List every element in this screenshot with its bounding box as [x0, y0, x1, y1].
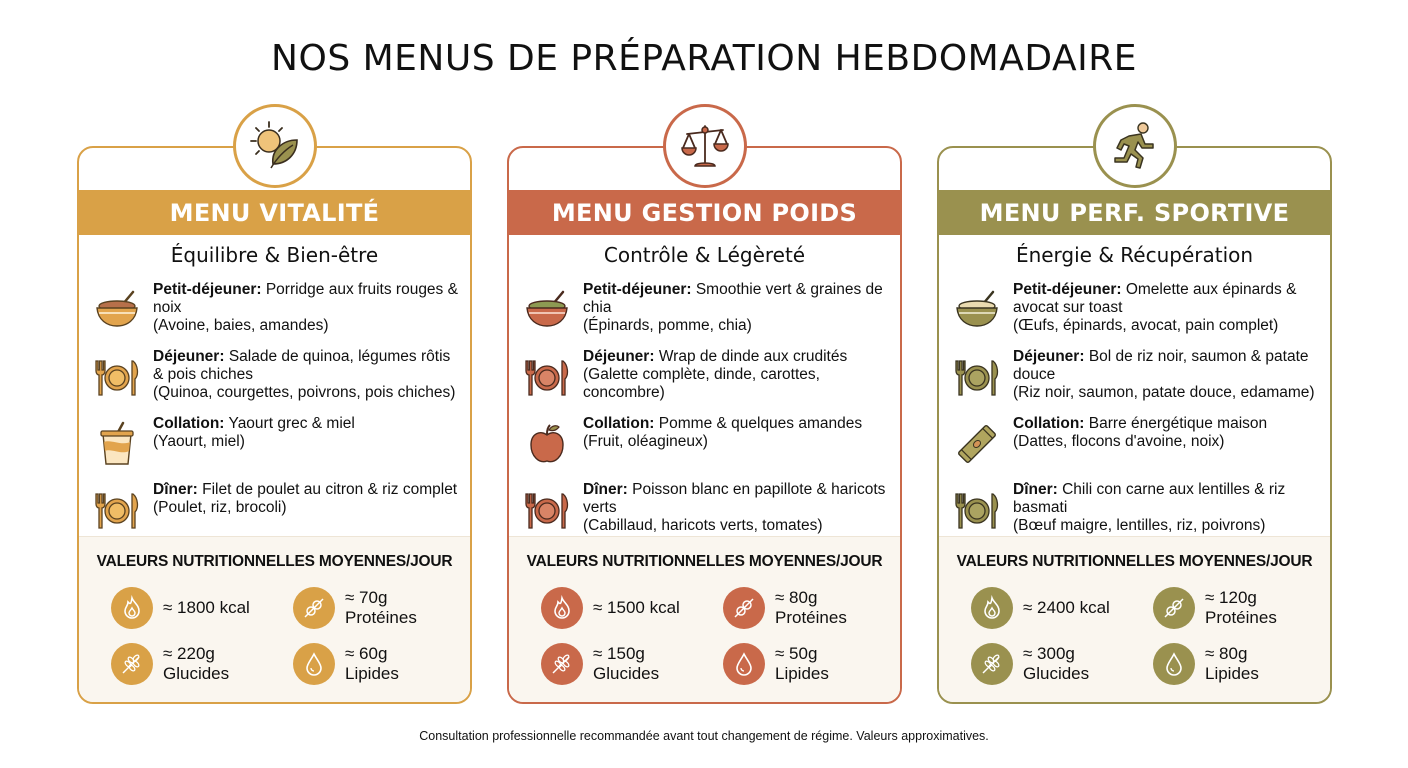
calories-value: ≈ 2400 kcal	[1023, 598, 1110, 617]
calories-value: ≈ 1800 kcal	[163, 598, 250, 617]
meal-ingredients: (Dattes, flocons d'avoine, noix)	[1013, 433, 1225, 450]
fats-label: Lipides	[1205, 664, 1259, 683]
nutrition-carbs	[111, 641, 293, 687]
plate-cutlery-icon	[523, 353, 571, 401]
meal-dinner	[523, 481, 892, 535]
fats-label: Lipides	[345, 664, 399, 683]
meal-list	[953, 281, 1322, 548]
meal-snack	[93, 415, 462, 468]
meal-ingredients: (Œufs, épinards, avocat, pain complet)	[1013, 317, 1279, 334]
yogurt-cup-icon	[93, 420, 141, 468]
nutrition-panel	[509, 536, 900, 702]
meal-label: Dîner:	[583, 481, 628, 498]
sun-leaf-icon	[233, 104, 317, 188]
nutrition-heading: VALEURS NUTRITIONNELLES MOYENNES/JOUR	[956, 553, 1313, 570]
carbs-value: ≈ 220g	[163, 644, 215, 663]
meal-label: Dîner:	[1013, 481, 1058, 498]
meal-list	[523, 281, 892, 548]
skewer-icon	[723, 587, 765, 629]
meal-ingredients: (Quinoa, courgettes, poivrons, pois chiches)	[153, 384, 456, 401]
bowl-icon	[523, 286, 571, 334]
card-title: MENU VITALITÉ	[79, 190, 470, 235]
bowl-icon	[953, 286, 1001, 334]
nutrition-calories	[541, 585, 723, 631]
meal-ingredients: (Cabillaud, haricots verts, tomates)	[583, 517, 823, 534]
nutrition-fats	[723, 641, 884, 687]
meal-dish: Yaourt grec & miel	[228, 415, 355, 432]
energy-bar-icon	[953, 420, 1001, 468]
nutrition-calories	[111, 585, 293, 631]
nutrition-panel	[79, 536, 470, 702]
meal-dish: Pomme & quelques amandes	[658, 415, 863, 432]
skewer-icon	[1153, 587, 1195, 629]
wheat-icon	[971, 643, 1013, 685]
meal-lunch	[953, 348, 1322, 402]
meal-dinner	[93, 481, 462, 534]
nutrition-proteins	[723, 585, 884, 631]
nutrition-carbs	[541, 641, 723, 687]
card-subtitle: Énergie & Récupération	[1015, 243, 1254, 267]
meal-breakfast	[523, 281, 892, 335]
meal-dish: Poisson blanc en papillote & haricots verts	[583, 481, 886, 516]
flame-icon	[541, 587, 583, 629]
meal-dish: Wrap de dinde aux crudités	[658, 348, 848, 365]
meal-ingredients: (Poulet, riz, brocoli)	[153, 499, 287, 516]
carbs-label: Glucides	[593, 664, 660, 683]
menu-card-perf-sportive	[937, 146, 1332, 704]
fats-value: ≈ 50g	[775, 644, 818, 663]
disclaimer-note: Consultation professionnelle recommandée avant tout changement de régime. Valeurs approximatives.	[419, 729, 989, 743]
nutrition-calories	[971, 585, 1153, 631]
nutrition-fats	[1153, 641, 1314, 687]
meal-ingredients: (Bœuf maigre, lentilles, riz, poivrons)	[1013, 517, 1266, 534]
fats-value: ≈ 80g	[1205, 644, 1248, 663]
meal-lunch	[93, 348, 462, 402]
nutrition-proteins	[1153, 585, 1314, 631]
meal-dish: Smoothie vert & graines de chia	[583, 281, 883, 316]
nutrition-proteins	[293, 585, 454, 631]
proteins-value: ≈ 70g	[345, 588, 388, 607]
meal-label: Petit-déjeuner:	[153, 281, 262, 298]
carbs-value: ≈ 150g	[593, 644, 645, 663]
meal-ingredients: (Yaourt, miel)	[153, 433, 245, 450]
meal-ingredients: (Avoine, baies, amandes)	[153, 317, 329, 334]
wheat-icon	[541, 643, 583, 685]
plate-cutlery-icon	[953, 353, 1001, 401]
carbs-label: Glucides	[163, 664, 230, 683]
meal-snack	[953, 415, 1322, 468]
skewer-icon	[293, 587, 335, 629]
wheat-icon	[111, 643, 153, 685]
plate-cutlery-icon	[93, 353, 141, 401]
meal-label: Collation:	[1013, 415, 1085, 432]
meal-label: Déjeuner:	[153, 348, 225, 365]
plate-cutlery-icon	[953, 486, 1001, 534]
nutrition-fats	[293, 641, 454, 687]
bowl-icon	[93, 286, 141, 334]
meal-snack	[523, 415, 892, 468]
meal-lunch	[523, 348, 892, 402]
meal-ingredients: (Galette complète, dinde, carottes, concombre)	[583, 366, 820, 401]
carbs-label: Glucides	[1023, 664, 1090, 683]
meal-label: Dîner:	[153, 481, 198, 498]
apple-icon	[523, 420, 571, 468]
carbs-value: ≈ 300g	[1023, 644, 1075, 663]
card-title: MENU PERF. SPORTIVE	[939, 190, 1330, 235]
meal-dish: Porridge aux fruits rouges & noix	[153, 281, 458, 316]
calories-value: ≈ 1500 kcal	[593, 598, 680, 617]
proteins-value: ≈ 120g	[1205, 588, 1257, 607]
menu-card-gestion-poids	[507, 146, 902, 704]
card-subtitle: Contrôle & Légèreté	[603, 243, 806, 267]
droplet-icon	[723, 643, 765, 685]
meal-dish: Barre énergétique maison	[1088, 415, 1268, 432]
nutrition-carbs	[971, 641, 1153, 687]
meal-dish: Salade de quinoa, légumes rôtis & pois chiches	[153, 348, 451, 383]
meal-dish: Filet de poulet au citron & riz complet	[202, 481, 458, 498]
fats-label: Lipides	[775, 664, 829, 683]
meal-label: Collation:	[153, 415, 225, 432]
meal-ingredients: (Fruit, oléagineux)	[583, 433, 708, 450]
meal-breakfast	[93, 281, 462, 335]
meal-label: Petit-déjeuner:	[1013, 281, 1122, 298]
droplet-icon	[1153, 643, 1195, 685]
meal-dish: Chili con carne aux lentilles & riz basmati	[1013, 481, 1286, 516]
proteins-value: ≈ 80g	[775, 588, 818, 607]
meal-label: Déjeuner:	[1013, 348, 1085, 365]
scale-icon	[663, 104, 747, 188]
nutrition-heading: VALEURS NUTRITIONNELLES MOYENNES/JOUR	[526, 553, 883, 570]
droplet-icon	[293, 643, 335, 685]
runner-icon	[1093, 104, 1177, 188]
flame-icon	[111, 587, 153, 629]
meal-breakfast	[953, 281, 1322, 335]
fats-value: ≈ 60g	[345, 644, 388, 663]
nutrition-panel	[939, 536, 1330, 702]
meal-label: Collation:	[583, 415, 655, 432]
nutrition-heading: VALEURS NUTRITIONNELLES MOYENNES/JOUR	[96, 553, 453, 570]
proteins-label: Protéines	[775, 608, 847, 627]
plate-cutlery-icon	[93, 486, 141, 534]
meal-label: Déjeuner:	[583, 348, 655, 365]
card-title: MENU GESTION POIDS	[509, 190, 900, 235]
menu-card-vitalite	[77, 146, 472, 704]
meal-list	[93, 281, 462, 547]
meal-dish: Omelette aux épinards & avocat sur toast	[1013, 281, 1297, 316]
page-title: NOS MENUS DE PRÉPARATION HEBDOMADAIRE	[271, 38, 1137, 79]
meal-ingredients: (Épinards, pomme, chia)	[583, 317, 752, 334]
proteins-label: Protéines	[345, 608, 417, 627]
meal-ingredients: (Riz noir, saumon, patate douce, edamame)	[1013, 384, 1315, 401]
meal-label: Petit-déjeuner:	[583, 281, 692, 298]
flame-icon	[971, 587, 1013, 629]
meal-dish: Bol de riz noir, saumon & patate douce	[1013, 348, 1309, 383]
plate-cutlery-icon	[523, 486, 571, 534]
meal-dinner	[953, 481, 1322, 535]
card-subtitle: Équilibre & Bien-être	[170, 243, 379, 267]
proteins-label: Protéines	[1205, 608, 1277, 627]
